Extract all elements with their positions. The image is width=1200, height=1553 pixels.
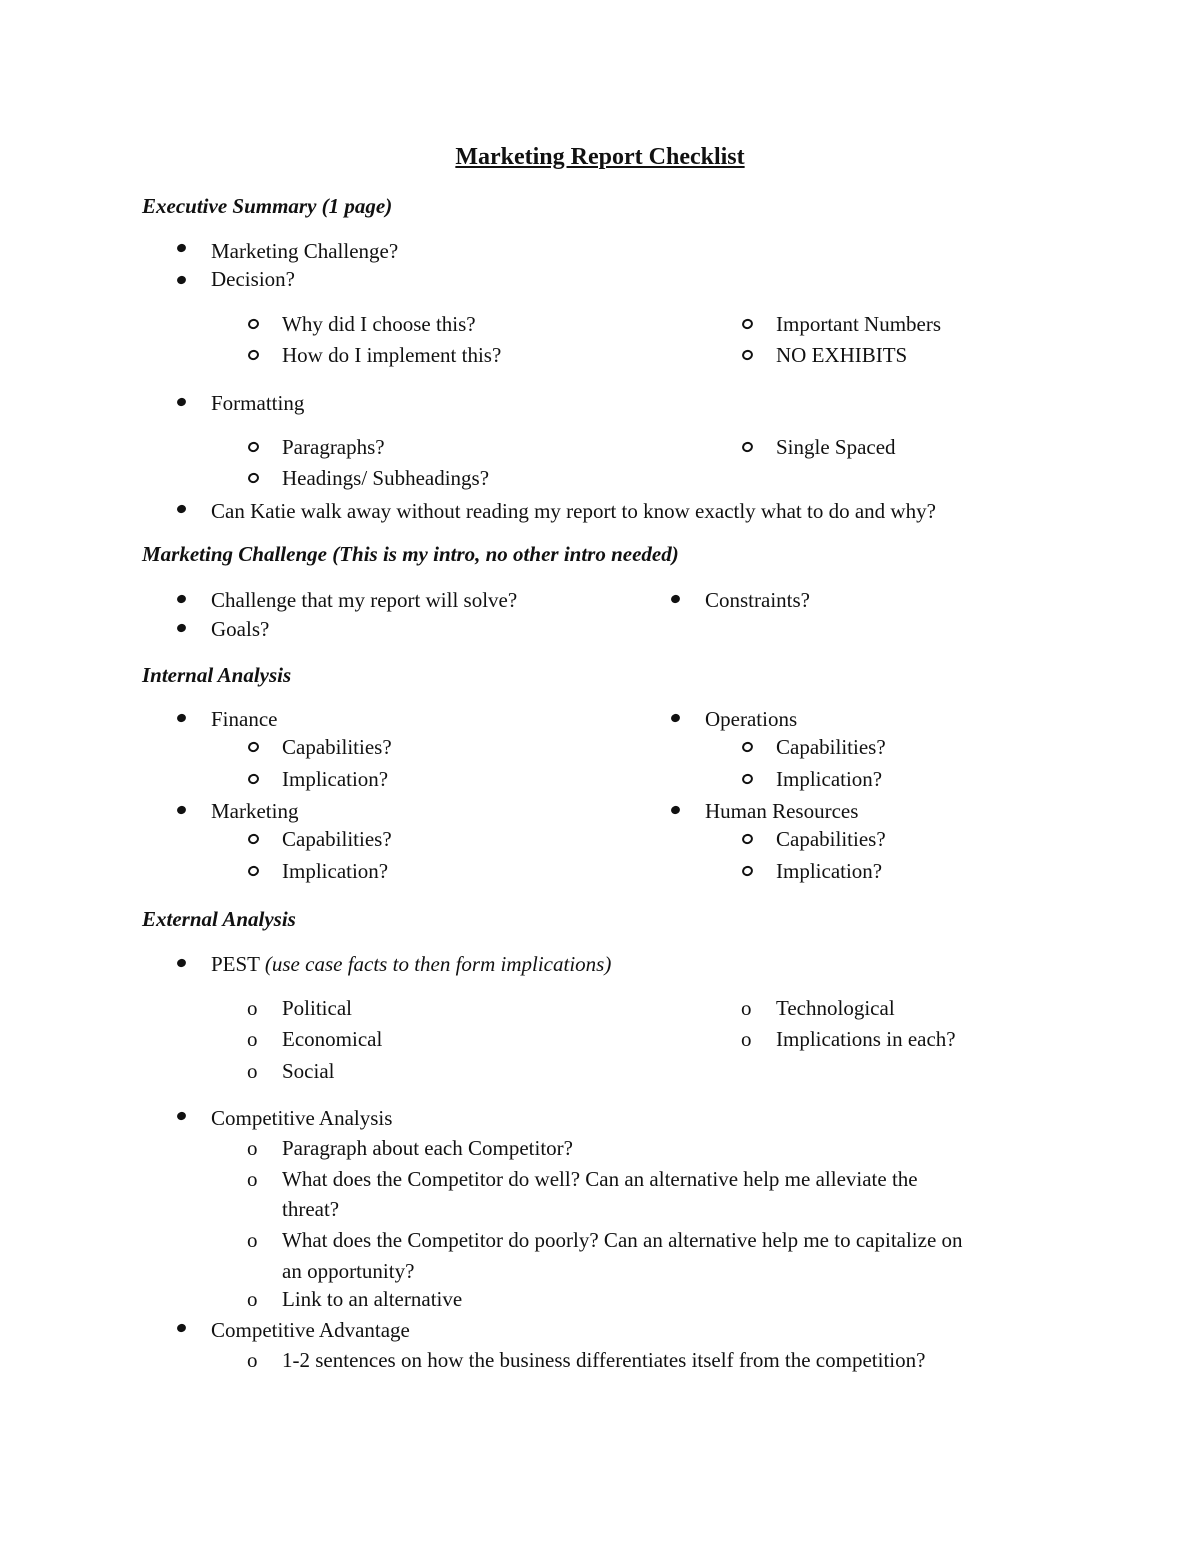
list-item: Capabilities? <box>776 827 886 851</box>
circle-outline-bullet-icon: o <box>247 1228 258 1252</box>
circle-bullet-icon <box>247 740 261 753</box>
circle-outline-bullet-icon: o <box>247 1287 258 1311</box>
internal-analysis-heading: Internal Analysis <box>142 663 292 687</box>
circle-bullet-icon <box>741 440 755 453</box>
circle-outline-bullet-icon: o <box>247 1167 258 1191</box>
circle-bullet-icon <box>741 832 755 845</box>
list-item: Capabilities? <box>282 735 392 759</box>
bullet-icon <box>670 594 681 605</box>
list-item: Formatting <box>211 391 305 415</box>
list-item: Operations <box>705 707 798 731</box>
list-item: Single Spaced <box>776 435 896 459</box>
list-item: Finance <box>211 707 278 731</box>
list-item: Paragraphs? <box>282 435 385 459</box>
list-item-continuation: an opportunity? <box>282 1259 415 1283</box>
bullet-icon <box>176 397 187 408</box>
pest-note: (use case facts to then form implications) <box>264 952 612 976</box>
bullet-icon <box>176 1323 187 1334</box>
circle-outline-bullet-icon: o <box>741 996 752 1020</box>
circle-outline-bullet-icon: o <box>247 1136 258 1160</box>
bullet-icon <box>176 805 187 816</box>
marketing-challenge-heading: Marketing Challenge (This is my intro, no other intro needed) <box>142 542 679 566</box>
bullet-icon <box>176 275 187 286</box>
circle-bullet-icon <box>247 864 261 877</box>
list-item: 1-2 sentences on how the business differentiates itself from the competition? <box>282 1348 926 1372</box>
list-item <box>211 954 611 975</box>
circle-outline-bullet-icon: o <box>247 996 258 1020</box>
circle-bullet-icon <box>741 740 755 753</box>
circle-outline-bullet-icon: o <box>741 1027 752 1051</box>
list-item: Capabilities? <box>282 827 392 851</box>
bullet-icon <box>176 623 187 634</box>
list-item: Challenge that my report will solve? <box>211 588 518 612</box>
circle-bullet-icon <box>741 864 755 877</box>
list-item: What does the Competitor do poorly? Can an alternative help me to capitalize on <box>282 1228 963 1252</box>
circle-bullet-icon <box>741 772 755 785</box>
circle-bullet-icon <box>247 832 261 845</box>
list-item: Implication? <box>776 767 883 791</box>
list-item: Competitive Analysis <box>211 1106 393 1130</box>
bullet-icon <box>176 958 187 969</box>
pest-label: PEST <box>211 952 260 976</box>
circle-bullet-icon <box>247 317 261 330</box>
circle-bullet-icon <box>247 348 261 361</box>
list-item: Headings/ Subheadings? <box>282 466 490 490</box>
list-item: Social <box>282 1059 335 1083</box>
list-item: Marketing Challenge? <box>211 239 399 263</box>
external-analysis-heading: External Analysis <box>142 907 296 931</box>
list-item: Decision? <box>211 267 295 291</box>
list-item: How do I implement this? <box>282 343 502 367</box>
list-item: Marketing <box>211 799 299 823</box>
bullet-icon <box>176 504 187 515</box>
list-item: Implication? <box>282 767 389 791</box>
circle-bullet-icon <box>741 317 755 330</box>
list-item: Goals? <box>211 617 270 641</box>
list-item: Capabilities? <box>776 735 886 759</box>
list-item: Constraints? <box>705 588 810 612</box>
circle-bullet-icon <box>741 348 755 361</box>
list-item: Technological <box>776 996 895 1020</box>
list-item: Paragraph about each Competitor? <box>282 1136 573 1160</box>
circle-bullet-icon <box>247 772 261 785</box>
bullet-icon <box>176 713 187 724</box>
list-item: Implication? <box>776 859 883 883</box>
list-item: Political <box>282 996 352 1020</box>
list-item: Implications in each? <box>776 1027 956 1051</box>
page-title: Marketing Report Checklist <box>455 144 745 170</box>
circle-bullet-icon <box>247 440 261 453</box>
bullet-icon <box>670 713 681 724</box>
list-item: Can Katie walk away without reading my report to know exactly what to do and why? <box>211 499 936 523</box>
circle-bullet-icon <box>247 471 261 484</box>
list-item: What does the Competitor do well? Can an alternative help me alleviate the <box>282 1167 918 1191</box>
list-item-continuation: threat? <box>282 1197 340 1221</box>
bullet-icon <box>176 243 187 254</box>
list-item: Competitive Advantage <box>211 1318 410 1342</box>
bullet-icon <box>670 805 681 816</box>
list-item: Economical <box>282 1027 383 1051</box>
circle-outline-bullet-icon: o <box>247 1027 258 1051</box>
circle-outline-bullet-icon: o <box>247 1059 258 1083</box>
bullet-icon <box>176 594 187 605</box>
list-item: Implication? <box>282 859 389 883</box>
list-item: Link to an alternative <box>282 1287 463 1311</box>
list-item: Important Numbers <box>776 312 942 336</box>
list-item: NO EXHIBITS <box>776 343 908 367</box>
list-item: Why did I choose this? <box>282 312 476 336</box>
list-item: Human Resources <box>705 799 859 823</box>
executive-summary-heading: Executive Summary (1 page) <box>142 194 393 218</box>
bullet-icon <box>176 1111 187 1122</box>
circle-outline-bullet-icon: o <box>247 1348 258 1372</box>
